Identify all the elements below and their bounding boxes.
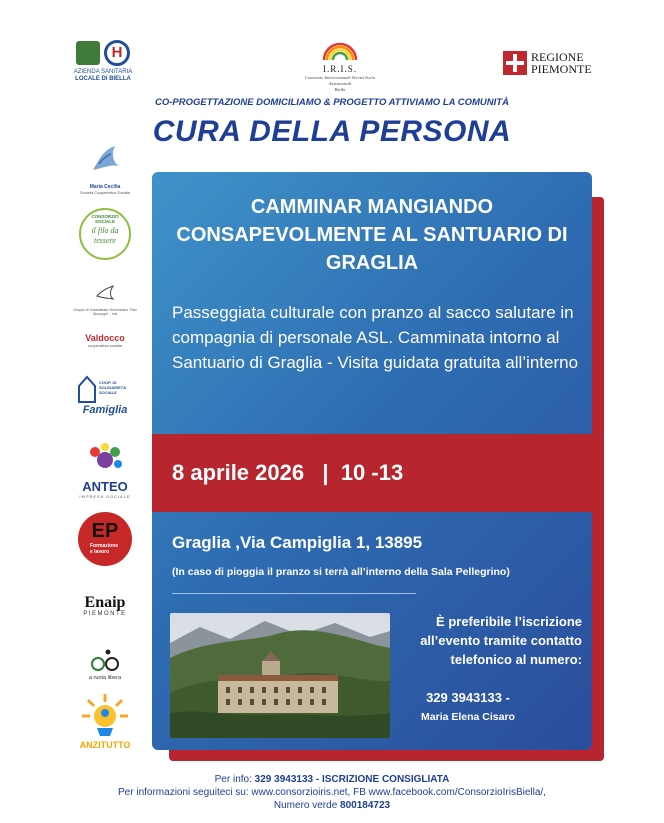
anzitutto-name: ANZITUTTO <box>79 740 131 750</box>
rain-note: (In caso di pioggia il pranzo si terrà all’interno della Sala Pellegrino) <box>172 566 510 578</box>
footer-numero-label: Numero verde <box>273 800 338 811</box>
hospital-h-icon: H <box>104 40 130 66</box>
maria-cecilia-name: Maria Cecilia <box>89 184 121 190</box>
footer-info-value: 329 3943133 - ISCRIZIONE CONSIGLIATA <box>254 774 450 785</box>
ep-sub2: e lavoro <box>90 549 110 555</box>
event-description: Passeggiata culturale con pranzo al sacco salutare in compagnia di personale ASL. Camminata intorno al Santuario di Graglia - Visita guidata gratuita all’interno <box>172 303 579 372</box>
santuario-photo <box>170 613 390 738</box>
consorzio-label: CONSORZIO SOCIALE <box>91 214 119 224</box>
famiglia-name: Famiglia <box>82 404 128 416</box>
anteo-flower-icon <box>85 442 125 476</box>
iris-subtitle: Consorzio Intercomunale Servizi Socio Assistenziali <box>304 75 376 86</box>
asl-biella-logo <box>68 40 138 84</box>
piemonte-cross-icon <box>503 51 527 75</box>
dove-icon <box>94 282 116 304</box>
valdocco-name: Valdocco <box>85 333 125 343</box>
ep-mark: EP <box>91 520 119 542</box>
event-address: Graglia ,Via Campiglia 1, 13895 <box>172 533 423 552</box>
maria-cecilia-logo <box>68 140 142 195</box>
famiglia-coop: COOP. DI SOLIDARIETÀ SOCIALE <box>99 380 127 395</box>
anzitutto-logo <box>68 692 142 750</box>
gruppo-name: Gruppo di Volontariato Vincenziano "San Giuseppe" - Ivis <box>73 308 137 316</box>
house-icon <box>77 374 97 404</box>
footer <box>0 773 664 812</box>
famiglia-logo <box>68 374 142 416</box>
ep-formazione-logo <box>68 512 142 566</box>
valdocco-logo <box>68 333 142 348</box>
iris-logo <box>300 38 380 92</box>
bear-emblem-icon <box>76 41 100 65</box>
bird-hand-icon <box>85 140 125 180</box>
ep-sub1: Formazione <box>90 543 119 549</box>
divider <box>172 593 416 594</box>
regione-line2: PIEMONTE <box>531 62 592 76</box>
footer-info-label: Per info: <box>214 774 252 785</box>
asl-line1: AZIENDA SANITARIA <box>73 69 133 75</box>
contact-phone[interactable]: 329 3943133 - <box>426 690 510 705</box>
regione-line1: REGIONE <box>531 50 584 64</box>
coproject-subtitle: CO-PROGETTAZIONE DOMICILIAMO & PROGETTO ATTIVIAMO LA COMUNITÀ <box>155 97 509 108</box>
event-date-time: 8 aprile 2026 | 10 -13 <box>172 460 404 485</box>
anteo-logo <box>68 442 142 499</box>
a-ruota-libera-logo <box>68 648 142 681</box>
anteo-name: ANTEO <box>82 479 128 494</box>
il-filo-name: il filo da tessere <box>91 226 119 245</box>
sun-figure-icon <box>80 692 130 736</box>
valdocco-sub: cooperativa sociale <box>87 343 123 348</box>
registration-note: È preferibile l’iscrizione all’evento tramite contatto telefonico al numero: <box>420 614 582 667</box>
gruppo-vincenziano-logo <box>68 282 142 316</box>
asl-line2: LOCALE DI BIELLA <box>75 76 131 82</box>
iris-city: Biella <box>334 87 346 92</box>
enaip-name: Enaip <box>84 594 126 611</box>
event-title: CAMMINAR MANGIANDO CONSAPEVOLMENTE AL SANTUARIO DI GRAGLIA <box>176 196 568 274</box>
maria-cecilia-sub: Società Cooperativa Sociale <box>79 190 131 195</box>
footer-follow-links[interactable]: Per informazioni seguiteci su: www.consorzioiris.net, FB www.facebook.com/ConsorzioIrisBiella/, <box>118 787 546 798</box>
regione-piemonte-logo <box>503 49 603 77</box>
contact-name: Maria Elena Cisaro <box>421 711 515 723</box>
enaip-sub: PIEMONTE <box>83 611 127 617</box>
ruota-name: a ruota libera <box>88 675 122 681</box>
il-filo-da-tessere-logo <box>68 208 142 260</box>
anteo-sub: IMPRESA SOCIALE <box>79 494 131 499</box>
page-title: CURA DELLA PERSONA <box>152 115 512 148</box>
enaip-logo <box>68 594 142 617</box>
iris-name: I.R.I.S. <box>322 64 357 74</box>
footer-numero-value[interactable]: 800184723 <box>340 800 391 811</box>
rainbow-icon <box>320 38 360 60</box>
bicycle-icon <box>90 648 120 672</box>
